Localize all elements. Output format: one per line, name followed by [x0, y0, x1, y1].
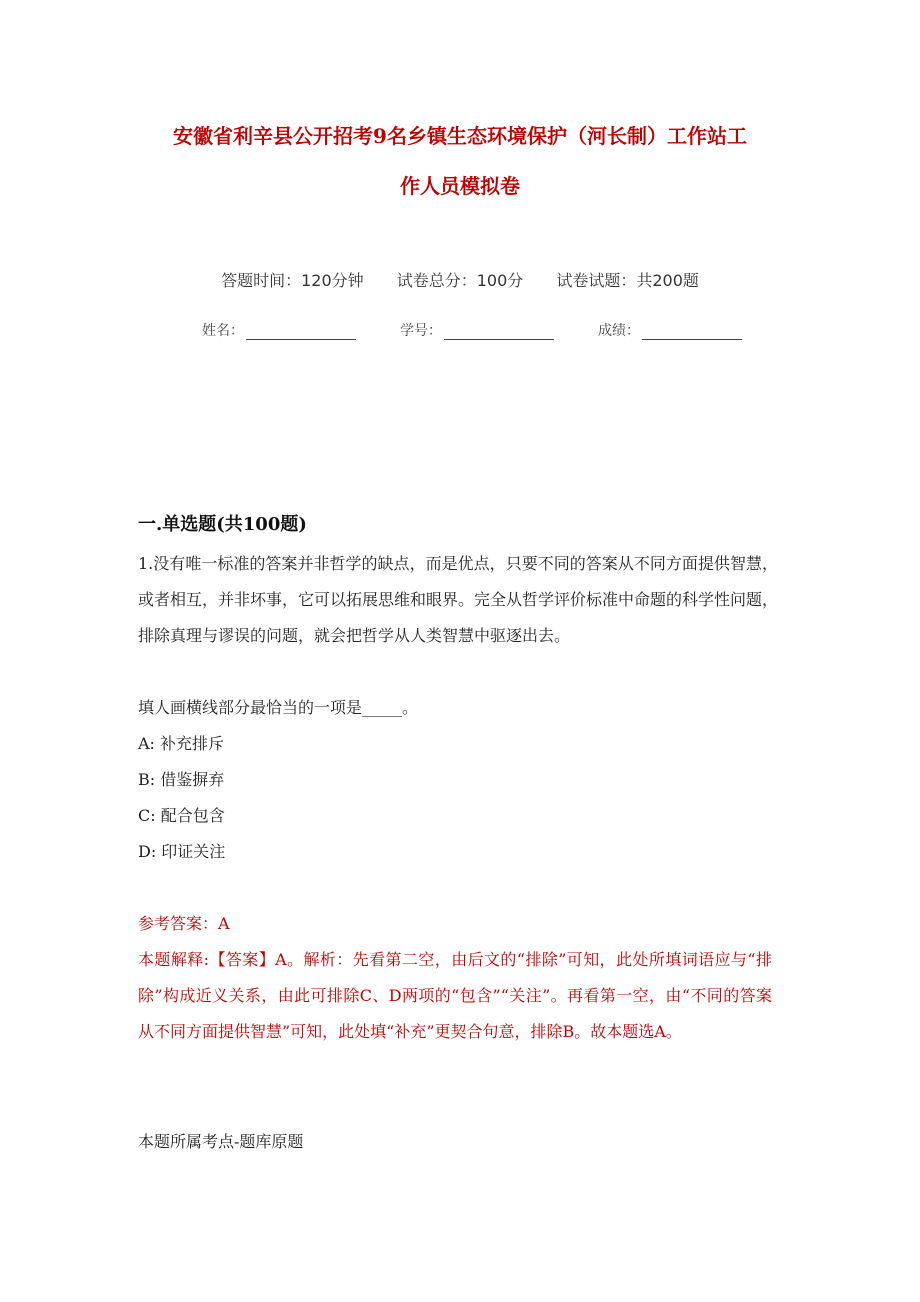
exam-meta-row	[0, 268, 920, 291]
exam-time: 答题时间：120分钟	[221, 271, 364, 290]
section-heading: 一.单选题(共100题)	[138, 514, 307, 535]
exam-total-score: 试卷总分：100分	[396, 271, 524, 290]
name-blank	[246, 323, 356, 340]
name-label: 姓名：	[202, 323, 244, 339]
option-b: B: 借鉴摒弃	[138, 770, 225, 789]
score-blank	[642, 323, 742, 340]
option-c: C: 配合包含	[138, 806, 225, 825]
student-id-field	[400, 320, 554, 340]
question-stem: 1.没有唯一标准的答案并非哲学的缺点，而是优点，只要不同的答案从不同方面提供智慧，或者相互，并非坏事，它可以拓展思维和眼界。完全从哲学评价标准中命题的科学性问题，排除真理与谬误的问题，就会把哲学从人类智慧中驱逐出去。	[138, 554, 779, 645]
exam-question-count: 试卷试题：共200题	[556, 271, 699, 290]
option-a: A: 补充排斥	[138, 734, 225, 753]
score-field	[598, 320, 742, 340]
reference-answer: 参考答案：A	[138, 914, 230, 933]
question-source: 本题所属考点-题库原题	[138, 1132, 304, 1151]
option-d: D: 印证关注	[138, 842, 226, 861]
question-fill-prompt: 填人画横线部分最恰当的一项是_____。	[138, 698, 419, 717]
score-label: 成绩：	[598, 323, 640, 339]
name-field	[202, 320, 356, 340]
student-id-blank	[444, 323, 554, 340]
answer-explanation: 本题解释:【答案】A。解析：先看第二空，由后文的“排除”可知，此处所填词语应与“排除”构成近义关系，由此可排除C、D两项的“包含”“关注”。再看第一空，由“不同的答案从不同方面提供智慧”可知，此处填“补充”更契合句意，排除B。故本题选A。	[138, 950, 772, 1041]
student-id-label: 学号：	[400, 323, 442, 339]
exam-title-line2: 作人员模拟卷	[400, 174, 520, 198]
exam-title-line1: 安徽省利辛县公开招考9名乡镇生态环境保护（河长制）工作站工	[173, 124, 747, 148]
